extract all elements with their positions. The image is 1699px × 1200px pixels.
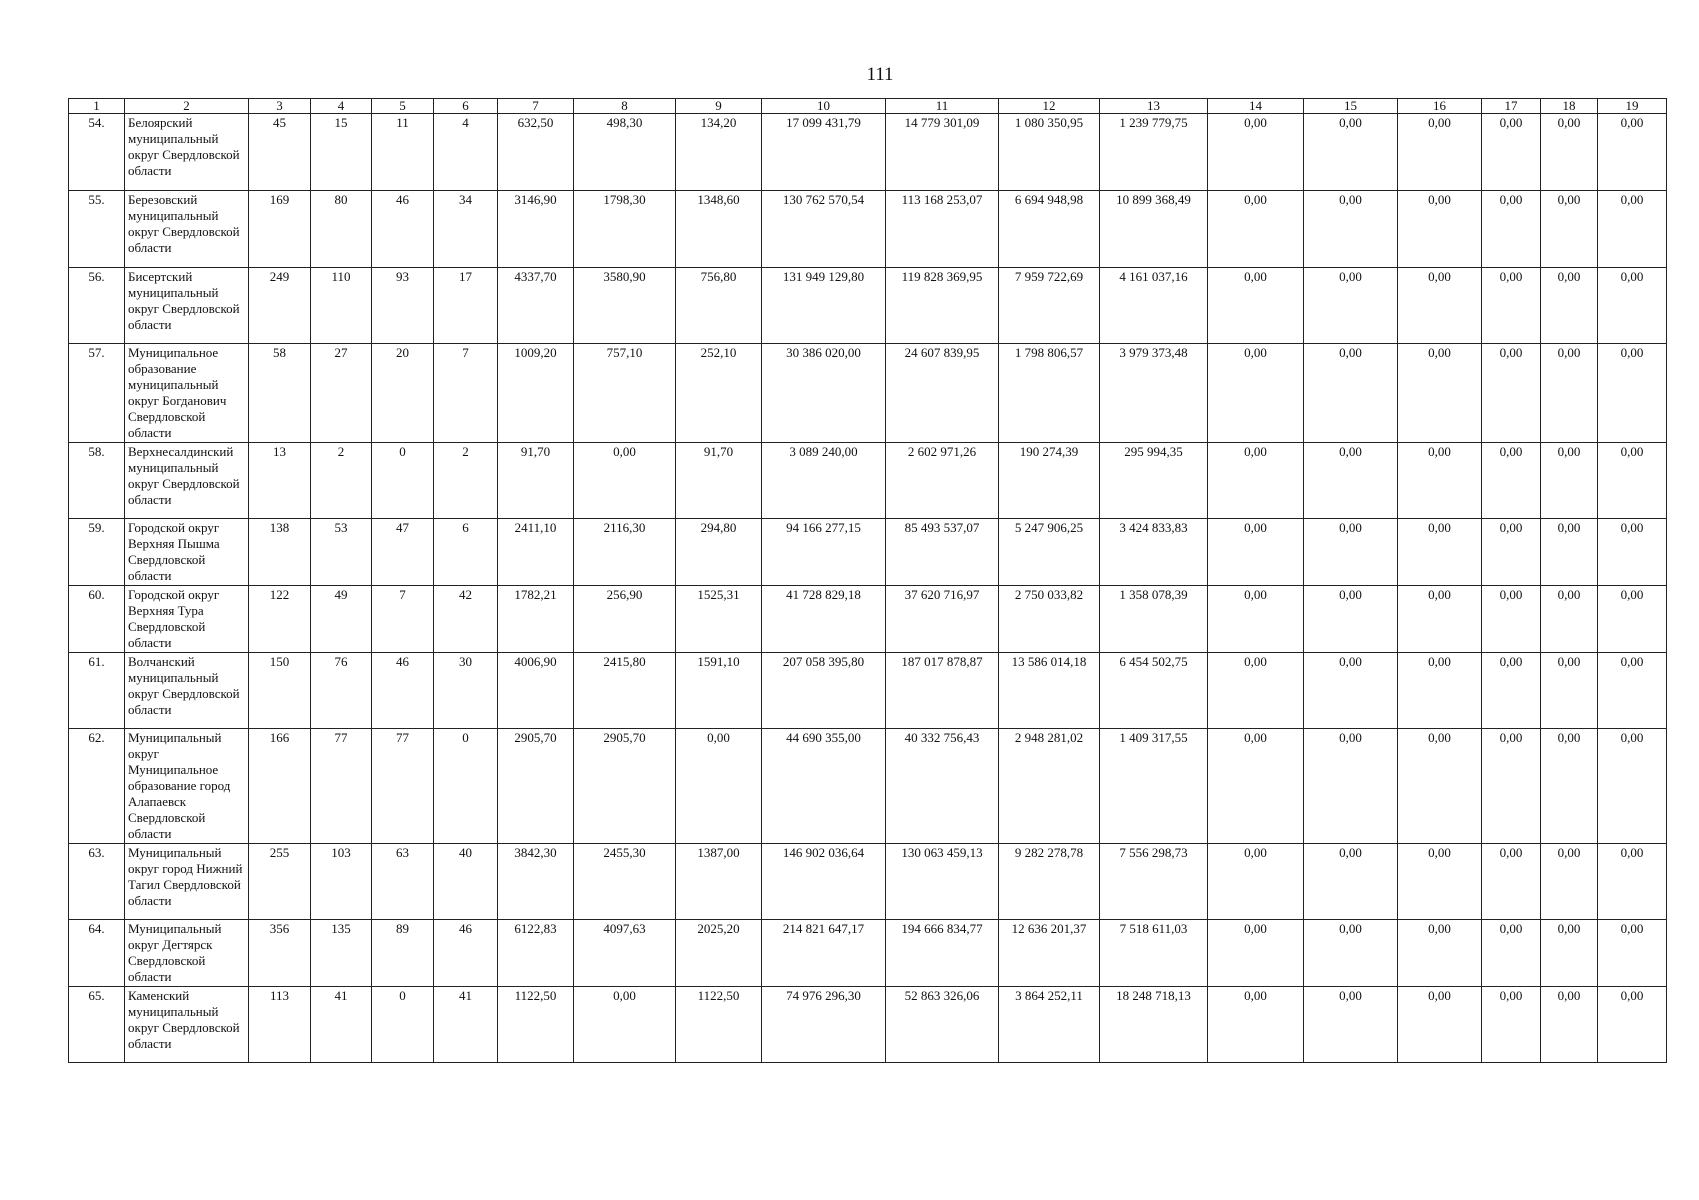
cell-col-3: 255 — [249, 844, 311, 920]
row-number: 56. — [69, 268, 125, 344]
cell-col-10: 131 949 129,80 — [762, 268, 886, 344]
cell-col-14: 0,00 — [1208, 920, 1304, 987]
cell-col-11: 52 863 326,06 — [886, 987, 999, 1063]
cell-col-16: 0,00 — [1398, 191, 1482, 268]
cell-col-9: 1348,60 — [676, 191, 762, 268]
cell-col-4: 103 — [311, 844, 372, 920]
cell-col-15: 0,00 — [1304, 653, 1398, 729]
cell-col-19: 0,00 — [1598, 653, 1667, 729]
table-row — [69, 987, 1667, 1063]
cell-col-14: 0,00 — [1208, 344, 1304, 443]
cell-col-5: 47 — [372, 519, 434, 586]
cell-col-13: 1 358 078,39 — [1100, 586, 1208, 653]
cell-col-15: 0,00 — [1304, 519, 1398, 586]
cell-col-5: 89 — [372, 920, 434, 987]
cell-col-9: 1387,00 — [676, 844, 762, 920]
table-row — [69, 844, 1667, 920]
municipality-name: Муниципальный округ Дегтярск Свердловской области — [125, 920, 249, 987]
row-number: 65. — [69, 987, 125, 1063]
table-row — [69, 920, 1667, 987]
column-header-4: 4 — [311, 99, 372, 114]
cell-col-19: 0,00 — [1598, 268, 1667, 344]
cell-col-13: 295 994,35 — [1100, 443, 1208, 519]
cell-col-13: 3 424 833,83 — [1100, 519, 1208, 586]
cell-col-7: 632,50 — [498, 114, 574, 191]
cell-col-17: 0,00 — [1482, 844, 1541, 920]
cell-col-14: 0,00 — [1208, 987, 1304, 1063]
cell-col-3: 13 — [249, 443, 311, 519]
cell-col-4: 2 — [311, 443, 372, 519]
cell-col-8: 2905,70 — [574, 729, 676, 844]
column-header-1: 1 — [69, 99, 125, 114]
column-header-8: 8 — [574, 99, 676, 114]
cell-col-8: 4097,63 — [574, 920, 676, 987]
cell-col-6: 30 — [434, 653, 498, 729]
cell-col-6: 40 — [434, 844, 498, 920]
cell-col-6: 6 — [434, 519, 498, 586]
cell-col-17: 0,00 — [1482, 653, 1541, 729]
cell-col-3: 166 — [249, 729, 311, 844]
cell-col-5: 0 — [372, 443, 434, 519]
cell-col-17: 0,00 — [1482, 443, 1541, 519]
cell-col-6: 34 — [434, 191, 498, 268]
cell-col-16: 0,00 — [1398, 344, 1482, 443]
cell-col-9: 1122,50 — [676, 987, 762, 1063]
cell-col-5: 93 — [372, 268, 434, 344]
cell-col-12: 2 948 281,02 — [999, 729, 1100, 844]
cell-col-17: 0,00 — [1482, 268, 1541, 344]
cell-col-19: 0,00 — [1598, 114, 1667, 191]
cell-col-16: 0,00 — [1398, 268, 1482, 344]
cell-col-17: 0,00 — [1482, 586, 1541, 653]
cell-col-9: 2025,20 — [676, 920, 762, 987]
cell-col-19: 0,00 — [1598, 344, 1667, 443]
cell-col-4: 77 — [311, 729, 372, 844]
cell-col-9: 134,20 — [676, 114, 762, 191]
cell-col-14: 0,00 — [1208, 729, 1304, 844]
cell-col-18: 0,00 — [1541, 586, 1598, 653]
cell-col-5: 63 — [372, 844, 434, 920]
table-row — [69, 519, 1667, 586]
cell-col-13: 7 518 611,03 — [1100, 920, 1208, 987]
cell-col-11: 187 017 878,87 — [886, 653, 999, 729]
cell-col-8: 0,00 — [574, 443, 676, 519]
municipality-name: Муниципальное образование муниципальный округ Богданович Свердловской области — [125, 344, 249, 443]
cell-col-4: 27 — [311, 344, 372, 443]
column-header-6: 6 — [434, 99, 498, 114]
cell-col-18: 0,00 — [1541, 729, 1598, 844]
cell-col-14: 0,00 — [1208, 191, 1304, 268]
cell-col-17: 0,00 — [1482, 987, 1541, 1063]
table-row — [69, 191, 1667, 268]
cell-col-5: 20 — [372, 344, 434, 443]
cell-col-12: 6 694 948,98 — [999, 191, 1100, 268]
cell-col-15: 0,00 — [1304, 114, 1398, 191]
cell-col-12: 12 636 201,37 — [999, 920, 1100, 987]
cell-col-13: 18 248 718,13 — [1100, 987, 1208, 1063]
cell-col-11: 130 063 459,13 — [886, 844, 999, 920]
cell-col-9: 91,70 — [676, 443, 762, 519]
cell-col-12: 3 864 252,11 — [999, 987, 1100, 1063]
page-number: 111 — [866, 64, 894, 85]
cell-col-10: 30 386 020,00 — [762, 344, 886, 443]
cell-col-7: 6122,83 — [498, 920, 574, 987]
cell-col-7: 4006,90 — [498, 653, 574, 729]
cell-col-16: 0,00 — [1398, 920, 1482, 987]
cell-col-10: 214 821 647,17 — [762, 920, 886, 987]
cell-col-11: 85 493 537,07 — [886, 519, 999, 586]
cell-col-14: 0,00 — [1208, 844, 1304, 920]
table-row — [69, 344, 1667, 443]
row-number: 64. — [69, 920, 125, 987]
cell-col-14: 0,00 — [1208, 519, 1304, 586]
cell-col-6: 41 — [434, 987, 498, 1063]
cell-col-16: 0,00 — [1398, 114, 1482, 191]
cell-col-8: 498,30 — [574, 114, 676, 191]
cell-col-11: 24 607 839,95 — [886, 344, 999, 443]
row-number: 62. — [69, 729, 125, 844]
cell-col-11: 113 168 253,07 — [886, 191, 999, 268]
cell-col-15: 0,00 — [1304, 191, 1398, 268]
cell-col-3: 122 — [249, 586, 311, 653]
cell-col-6: 7 — [434, 344, 498, 443]
cell-col-19: 0,00 — [1598, 729, 1667, 844]
cell-col-17: 0,00 — [1482, 729, 1541, 844]
cell-col-13: 6 454 502,75 — [1100, 653, 1208, 729]
cell-col-7: 1782,21 — [498, 586, 574, 653]
cell-col-5: 0 — [372, 987, 434, 1063]
cell-col-13: 1 239 779,75 — [1100, 114, 1208, 191]
cell-col-6: 0 — [434, 729, 498, 844]
municipality-name: Верхнесалдинский муниципальный округ Свердловской области — [125, 443, 249, 519]
cell-col-16: 0,00 — [1398, 729, 1482, 844]
cell-col-7: 1009,20 — [498, 344, 574, 443]
cell-col-4: 15 — [311, 114, 372, 191]
table-row — [69, 586, 1667, 653]
cell-col-4: 80 — [311, 191, 372, 268]
column-header-15: 15 — [1304, 99, 1398, 114]
municipality-name: Муниципальный округ Муниципальное образование город Алапаевск Свердловской области — [125, 729, 249, 844]
column-header-16: 16 — [1398, 99, 1482, 114]
cell-col-15: 0,00 — [1304, 729, 1398, 844]
cell-col-18: 0,00 — [1541, 268, 1598, 344]
cell-col-13: 3 979 373,48 — [1100, 344, 1208, 443]
cell-col-8: 2415,80 — [574, 653, 676, 729]
column-header-12: 12 — [999, 99, 1100, 114]
cell-col-3: 169 — [249, 191, 311, 268]
cell-col-7: 2411,10 — [498, 519, 574, 586]
cell-col-16: 0,00 — [1398, 519, 1482, 586]
cell-col-17: 0,00 — [1482, 920, 1541, 987]
cell-col-3: 138 — [249, 519, 311, 586]
cell-col-14: 0,00 — [1208, 114, 1304, 191]
cell-col-14: 0,00 — [1208, 443, 1304, 519]
cell-col-6: 17 — [434, 268, 498, 344]
row-number: 61. — [69, 653, 125, 729]
cell-col-6: 42 — [434, 586, 498, 653]
cell-col-8: 1798,30 — [574, 191, 676, 268]
cell-col-4: 41 — [311, 987, 372, 1063]
cell-col-7: 3146,90 — [498, 191, 574, 268]
column-header-9: 9 — [676, 99, 762, 114]
cell-col-8: 2116,30 — [574, 519, 676, 586]
cell-col-11: 14 779 301,09 — [886, 114, 999, 191]
table-row — [69, 729, 1667, 844]
column-header-7: 7 — [498, 99, 574, 114]
cell-col-3: 58 — [249, 344, 311, 443]
column-header-3: 3 — [249, 99, 311, 114]
cell-col-9: 252,10 — [676, 344, 762, 443]
cell-col-7: 4337,70 — [498, 268, 574, 344]
cell-col-3: 113 — [249, 987, 311, 1063]
cell-col-10: 3 089 240,00 — [762, 443, 886, 519]
cell-col-10: 44 690 355,00 — [762, 729, 886, 844]
table-row — [69, 268, 1667, 344]
cell-col-15: 0,00 — [1304, 586, 1398, 653]
cell-col-19: 0,00 — [1598, 586, 1667, 653]
cell-col-13: 1 409 317,55 — [1100, 729, 1208, 844]
cell-col-18: 0,00 — [1541, 114, 1598, 191]
cell-col-9: 294,80 — [676, 519, 762, 586]
cell-col-19: 0,00 — [1598, 844, 1667, 920]
cell-col-12: 13 586 014,18 — [999, 653, 1100, 729]
cell-col-5: 46 — [372, 191, 434, 268]
header-row — [69, 99, 1667, 114]
cell-col-16: 0,00 — [1398, 443, 1482, 519]
column-header-18: 18 — [1541, 99, 1598, 114]
cell-col-12: 7 959 722,69 — [999, 268, 1100, 344]
cell-col-19: 0,00 — [1598, 920, 1667, 987]
table-row — [69, 114, 1667, 191]
column-header-10: 10 — [762, 99, 886, 114]
cell-col-16: 0,00 — [1398, 653, 1482, 729]
cell-col-9: 1525,31 — [676, 586, 762, 653]
cell-col-7: 2905,70 — [498, 729, 574, 844]
cell-col-18: 0,00 — [1541, 443, 1598, 519]
cell-col-13: 7 556 298,73 — [1100, 844, 1208, 920]
column-header-19: 19 — [1598, 99, 1667, 114]
row-number: 63. — [69, 844, 125, 920]
cell-col-18: 0,00 — [1541, 191, 1598, 268]
cell-col-12: 1 080 350,95 — [999, 114, 1100, 191]
column-header-11: 11 — [886, 99, 999, 114]
cell-col-12: 2 750 033,82 — [999, 586, 1100, 653]
cell-col-5: 7 — [372, 586, 434, 653]
row-number: 58. — [69, 443, 125, 519]
cell-col-18: 0,00 — [1541, 844, 1598, 920]
cell-col-16: 0,00 — [1398, 844, 1482, 920]
cell-col-4: 53 — [311, 519, 372, 586]
row-number: 59. — [69, 519, 125, 586]
cell-col-10: 146 902 036,64 — [762, 844, 886, 920]
cell-col-10: 17 099 431,79 — [762, 114, 886, 191]
cell-col-4: 76 — [311, 653, 372, 729]
cell-col-10: 74 976 296,30 — [762, 987, 886, 1063]
cell-col-12: 5 247 906,25 — [999, 519, 1100, 586]
column-header-13: 13 — [1100, 99, 1208, 114]
cell-col-12: 1 798 806,57 — [999, 344, 1100, 443]
cell-col-3: 249 — [249, 268, 311, 344]
cell-col-4: 135 — [311, 920, 372, 987]
cell-col-18: 0,00 — [1541, 344, 1598, 443]
cell-col-14: 0,00 — [1208, 268, 1304, 344]
cell-col-14: 0,00 — [1208, 653, 1304, 729]
cell-col-9: 756,80 — [676, 268, 762, 344]
cell-col-7: 91,70 — [498, 443, 574, 519]
cell-col-10: 94 166 277,15 — [762, 519, 886, 586]
municipality-name: Городской округ Верхняя Тура Свердловской области — [125, 586, 249, 653]
cell-col-15: 0,00 — [1304, 443, 1398, 519]
cell-col-11: 37 620 716,97 — [886, 586, 999, 653]
municipality-name: Бисертский муниципальный округ Свердловской области — [125, 268, 249, 344]
cell-col-8: 2455,30 — [574, 844, 676, 920]
cell-col-19: 0,00 — [1598, 443, 1667, 519]
cell-col-12: 190 274,39 — [999, 443, 1100, 519]
row-number: 55. — [69, 191, 125, 268]
cell-col-19: 0,00 — [1598, 987, 1667, 1063]
cell-col-10: 207 058 395,80 — [762, 653, 886, 729]
municipality-name: Березовский муниципальный округ Свердловской области — [125, 191, 249, 268]
cell-col-5: 11 — [372, 114, 434, 191]
cell-col-17: 0,00 — [1482, 114, 1541, 191]
cell-col-9: 1591,10 — [676, 653, 762, 729]
table-row — [69, 443, 1667, 519]
cell-col-17: 0,00 — [1482, 519, 1541, 586]
cell-col-7: 3842,30 — [498, 844, 574, 920]
municipality-name: Каменский муниципальный округ Свердловской области — [125, 987, 249, 1063]
cell-col-3: 45 — [249, 114, 311, 191]
row-number: 57. — [69, 344, 125, 443]
municipality-name: Муниципальный округ город Нижний Тагил Свердловской области — [125, 844, 249, 920]
column-header-17: 17 — [1482, 99, 1541, 114]
cell-col-4: 49 — [311, 586, 372, 653]
cell-col-8: 256,90 — [574, 586, 676, 653]
cell-col-17: 0,00 — [1482, 344, 1541, 443]
cell-col-15: 0,00 — [1304, 844, 1398, 920]
column-header-5: 5 — [372, 99, 434, 114]
table-header — [69, 99, 1667, 114]
cell-col-11: 194 666 834,77 — [886, 920, 999, 987]
cell-col-19: 0,00 — [1598, 191, 1667, 268]
cell-col-6: 2 — [434, 443, 498, 519]
cell-col-14: 0,00 — [1208, 586, 1304, 653]
cell-col-15: 0,00 — [1304, 268, 1398, 344]
cell-col-7: 1122,50 — [498, 987, 574, 1063]
cell-col-11: 119 828 369,95 — [886, 268, 999, 344]
cell-col-5: 77 — [372, 729, 434, 844]
cell-col-13: 10 899 368,49 — [1100, 191, 1208, 268]
cell-col-15: 0,00 — [1304, 920, 1398, 987]
cell-col-10: 130 762 570,54 — [762, 191, 886, 268]
cell-col-18: 0,00 — [1541, 987, 1598, 1063]
cell-col-3: 356 — [249, 920, 311, 987]
municipality-name: Белоярский муниципальный округ Свердловской области — [125, 114, 249, 191]
cell-col-19: 0,00 — [1598, 519, 1667, 586]
table-row — [69, 653, 1667, 729]
cell-col-10: 41 728 829,18 — [762, 586, 886, 653]
row-number: 60. — [69, 586, 125, 653]
cell-col-8: 0,00 — [574, 987, 676, 1063]
cell-col-4: 110 — [311, 268, 372, 344]
cell-col-8: 3580,90 — [574, 268, 676, 344]
cell-col-5: 46 — [372, 653, 434, 729]
cell-col-18: 0,00 — [1541, 653, 1598, 729]
cell-col-16: 0,00 — [1398, 586, 1482, 653]
cell-col-3: 150 — [249, 653, 311, 729]
cell-col-18: 0,00 — [1541, 519, 1598, 586]
cell-col-9: 0,00 — [676, 729, 762, 844]
cell-col-15: 0,00 — [1304, 344, 1398, 443]
column-header-14: 14 — [1208, 99, 1304, 114]
cell-col-6: 46 — [434, 920, 498, 987]
cell-col-15: 0,00 — [1304, 987, 1398, 1063]
cell-col-12: 9 282 278,78 — [999, 844, 1100, 920]
cell-col-11: 40 332 756,43 — [886, 729, 999, 844]
row-number: 54. — [69, 114, 125, 191]
cell-col-13: 4 161 037,16 — [1100, 268, 1208, 344]
column-header-2: 2 — [125, 99, 249, 114]
cell-col-17: 0,00 — [1482, 191, 1541, 268]
cell-col-11: 2 602 971,26 — [886, 443, 999, 519]
cell-col-8: 757,10 — [574, 344, 676, 443]
data-table — [68, 98, 1667, 1063]
cell-col-16: 0,00 — [1398, 987, 1482, 1063]
municipality-name: Городской округ Верхняя Пышма Свердловской области — [125, 519, 249, 586]
cell-col-18: 0,00 — [1541, 920, 1598, 987]
municipality-name: Волчанский муниципальный округ Свердловской области — [125, 653, 249, 729]
table-body — [69, 114, 1667, 1063]
cell-col-6: 4 — [434, 114, 498, 191]
